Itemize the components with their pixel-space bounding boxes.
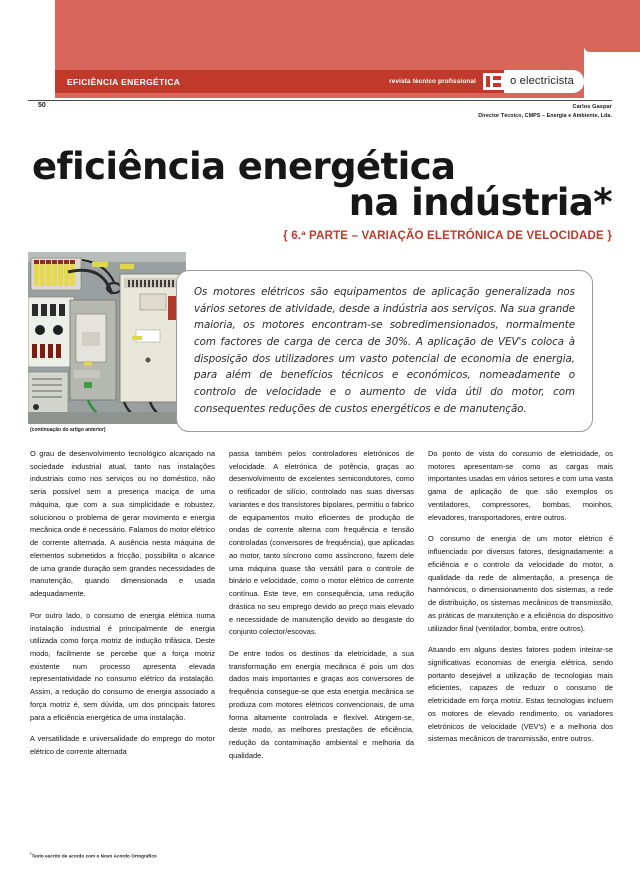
body-column-3 [428,448,613,763]
paragraph: De entre todos os destinos da eletricidade, a sua transformação em energia mecânica é pois um dos dados mais importantes e graças aos conversores de frequência consegue-se que esta energia mecânica se produza com motores elétricos convencionais, de uma forma altamente controlada e flexível. Atingem-se, deste modo, as melhores prestações de eficiência, redução da contaminação ambiental e melhoria da qualidade. [229,649,414,760]
photo-caption: (continuação do artigo anterior) [30,427,106,433]
magazine-brand-name: o electricista [504,70,584,93]
paragraph: passa também pelos controladores eletrónicos de velocidade. A eletrónica de potência, graças ao desenvolvimento de excelentes semicondutores, como o retificador de silício, controlado nas suas diversas variantes e dos transístores bipolares, permitiu o fabrico de equipamentos muito eficientes de produção de ondas de corrente alterna com frequência e tensão controladas (conversores de frequência), que aplicadas ao motor, tanto síncrono como assíncrono, fazem dele uma máquina quase tão versátil para o controle de binário e velocidade, como o motor elétrico de corrente contínua. Este teve, em consequência, uma redução drástica no seu emprego devido ao preço mais elevado e necessidade de manutenção devido ao desgaste do conjunto colector/escovas. [229,449,414,637]
band-left-margin [0,0,55,108]
paragraph: O grau de desenvolvimento tecnológico alcançado na sociedade industrial atual, tanto nas instalações industriais como nos serviços ou no doméstico, não seria possível sem a presença maciça de uma máquina, que com a sua simplicidade e robustez, solucionou o problema de gerar movimento e energia mecânica onde é necessário. Falamos do motor elétrico de corrente alternada. A ausência nesta máquina de elementos submetidos a fricção, possibilita o alcance de uma grande duração sem grandes necessidades de manutenção, quando dimensionada e usada adequadamente. [30,449,215,599]
section-label: EFICIÊNCIA ENERGÉTICA [67,76,181,87]
paragraph: Do ponto de vista do consumo de eletricidade, os motores apresentam-se como as cargas mais importantes usadas em vários setores e com uma vasta gama de aplicação de que são exemplos os ventiladores, compressores, bombas, moinhos, elevadores, transportadores, entre outros. [428,449,613,522]
band-red-corner-tab [584,0,640,52]
body-column-1 [30,448,215,763]
body-columns [30,448,612,763]
page-number: 50 [38,102,46,109]
plug-icon [483,73,504,90]
paragraph: O consumo de energia de um motor elétrico é influenciado por diversos fatores, designadamente: a eficiência e o controlo da velocidade do motor, a qualidade da rede de alimentação, a presença de harmónicos, o dimensionamento dos sistemas, a rede de distribuição, os sistemas mecânicos de transmissão, as práticas de manutenção e a eficiência do dispositivo utilizador final (ventilador, bomba, entre outros). [428,534,613,633]
masthead-bar [55,70,584,93]
page-title-line-1: eficiência energética [32,145,456,188]
abstract-box [176,270,593,432]
paragraph: Atuando em alguns destes fatores podem inteirar-se significativas economias de energia elétrica, sendo portanto desejável a utilização de tecnologias mais eficientes, capazes de reduzir o consumo de eletricidade em força motriz. Estas tecnologias incluem os motores de elevado rendimento, os variadores eletrónicos de velocidade (VEV's) e a melhoria dos sistemas mecânicos de transmissão, entre outros. [428,645,613,744]
body-column-2 [229,448,414,763]
footnote [30,851,157,859]
byline [478,103,612,121]
footnote-marker: * [30,851,32,856]
paragraph: Por outro lado, o consumo de energia elétrica numa instalação industrial é principalmente de energia utilizada como força motriz de indução trifásica. Deste modo, facilmente se percebe que a força motriz existente num processo apresenta elevada representatividade no consumo elétrico da instalação. Assim, a redução do consumo de energia associado a força motriz é, sem dúvida, um dos principais fatores para a eficiência energética de uma instalação. [30,610,215,722]
footnote-text: Texto escrito de acordo com o Novo Acordo Ortográfico [31,853,157,859]
magazine-tagline: revista técnico profissional [389,78,477,85]
page-title [32,145,612,224]
page-subtitle: { 6.ª PARTE – VARIAÇÃO ELETRÓNICA DE VELOCIDADE } [283,230,612,242]
paragraph: A versatilidade e universalidade do emprego do motor elétrico de corrente alternada [30,734,215,757]
abstract-text: Os motores elétricos são equipamentos de aplicação generalizada nos vários setores de atividade, desde a indústria aos serviços. Na sua grande maioria, os motores encontram-se sobredimensionados, normalmente com factores de carga de cerca de 30%. A aplicação de VEV's coloca à disposição dos utilizadores um vasto potencial de economia de energia, para além de benefícios técnicos e económicos, nomeadamente o controlo de velocidade e o aumento de vida útil do motor, com consequentes reduções de custos energéticos e de manutenção. [194,286,575,415]
page-title-line-2: na indústria* [348,180,612,224]
electrical-cabinet-photo [28,252,186,424]
header-divider-rule [28,100,612,101]
byline-author: Carlos Gaspar [572,104,612,110]
masthead-brand-group [389,70,584,93]
byline-role: Director Técnico, CMPS – Energia e Ambiente, Lda. [478,113,612,120]
